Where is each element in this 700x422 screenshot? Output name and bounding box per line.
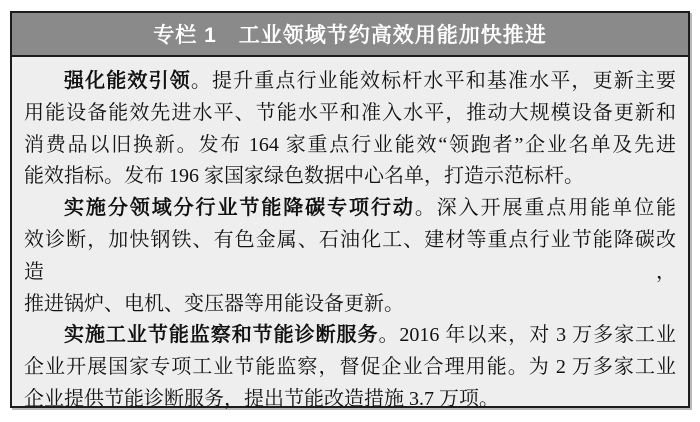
text-line: 用能设备能效先进水平、节能水平和准入水平，推动大规模设备更新和 bbox=[24, 101, 676, 124]
paragraph-lead-bold: 实施工业节能监察和节能诊断服务 bbox=[64, 324, 379, 347]
paragraph-energy-efficiency-leadership bbox=[24, 66, 676, 193]
paragraph-text: 。深入开展重点用能单位能 bbox=[414, 197, 676, 220]
panel-body bbox=[12, 57, 688, 416]
paragraph-lead-bold: 实施分领域分行业节能降碳专项行动 bbox=[64, 197, 415, 220]
paragraph-text: 。提升重点行业能效标杆水平和基准水平，更新主要 bbox=[190, 70, 676, 92]
text-line bbox=[24, 320, 676, 352]
text-line bbox=[24, 193, 676, 225]
text-line: 能效指标。发布 196 家国家绿色数据中心名单，打造示范标杆。 bbox=[24, 165, 584, 188]
paragraph-text: 。2016 年以来，对 3 万多家工业 bbox=[378, 324, 676, 347]
panel-title: 专栏 1 工业领域节约高效用能加快推进 bbox=[153, 24, 547, 47]
text-line: 企业开展国家专项工业节能监察，督促企业合理用能。为 2 万多家工业 bbox=[24, 356, 676, 379]
text-line: 消费品以旧换新。发布 164 家重点行业能效“领跑者”企业名单及先进 bbox=[24, 133, 676, 156]
text-line: 推进锅炉、电机、变压器等用能设备更新。 bbox=[24, 292, 404, 315]
text-line: 效诊断，加快钢铁、有色金属、石油化工、建材等重点行业节能降碳改造， bbox=[24, 228, 676, 283]
text-line: 企业提供节能诊断服务，提出节能改造措施 3.7 万项。 bbox=[24, 387, 499, 410]
panel-header bbox=[12, 13, 688, 57]
column-box-panel bbox=[10, 11, 690, 408]
text-line bbox=[24, 66, 676, 98]
paragraph-sector-carbon-reduction-actions bbox=[24, 193, 676, 320]
paragraph-lead-bold: 强化能效引领 bbox=[64, 70, 191, 92]
paragraph-energy-inspection-services bbox=[24, 320, 676, 415]
